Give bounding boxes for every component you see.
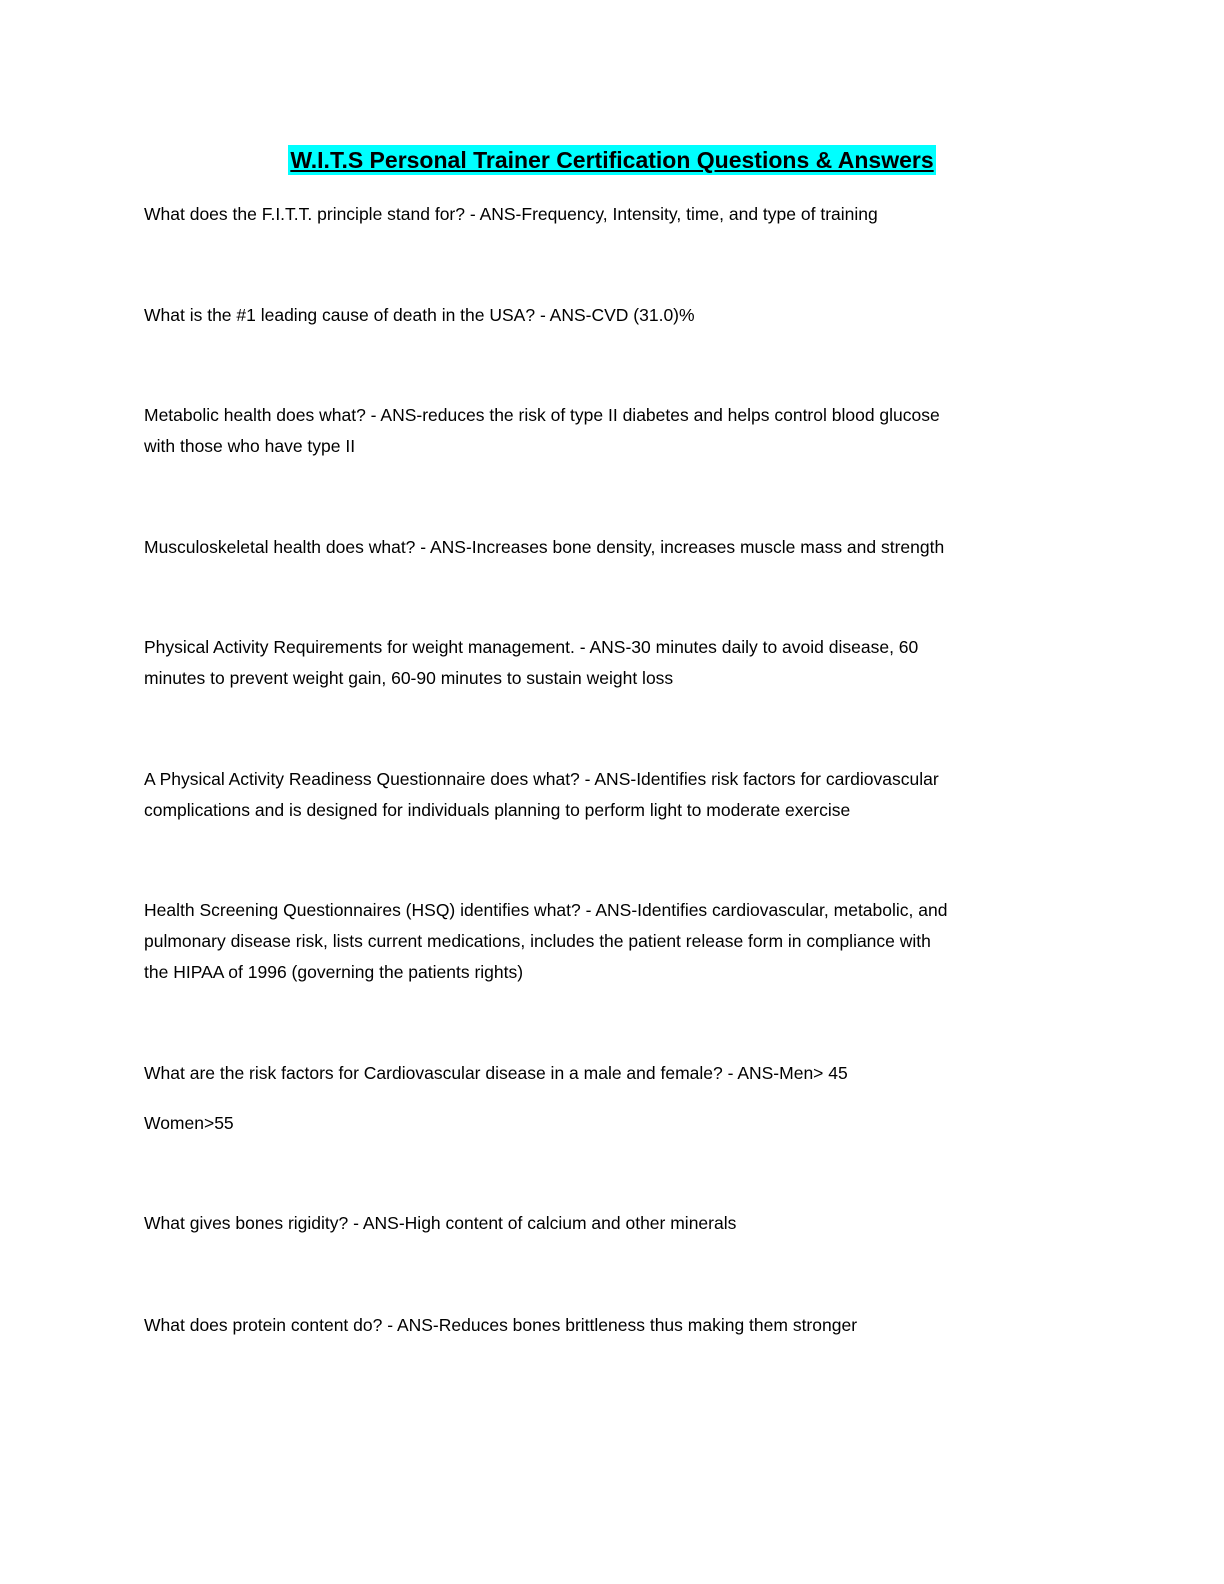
qa-item-9 — [144, 1208, 1084, 1239]
qa-item-4 — [144, 532, 1084, 563]
qa-line: Health Screening Questionnaires (HSQ) identifies what? - ANS-Identifies cardiovascular, metabolic, and — [144, 900, 948, 920]
qa-item-8-continuation: Women>55 — [144, 1113, 234, 1133]
qa-item-1 — [144, 199, 1084, 230]
title-container — [0, 145, 1224, 175]
document-title: W.I.T.S Personal Trainer Certification Questions & Answers — [290, 147, 934, 173]
qa-line: Physical Activity Requirements for weight management. - ANS-30 minutes daily to avoid disease, 60 — [144, 637, 919, 657]
qa-item-10 — [144, 1310, 1084, 1341]
qa-item-3 — [144, 400, 1084, 462]
qa-line: Metabolic health does what? - ANS-reduces the risk of type II diabetes and helps control blood glucose — [144, 405, 940, 425]
qa-line: A Physical Activity Readiness Questionnaire does what? - ANS-Identifies risk factors for cardiovascular — [144, 769, 939, 789]
qa-line: with those who have type II — [144, 436, 356, 456]
qa-line: What gives bones rigidity? - ANS-High content of calcium and other minerals — [144, 1213, 737, 1233]
qa-line: minutes to prevent weight gain, 60-90 minutes to sustain weight loss — [144, 668, 674, 688]
qa-line: What does protein content do? - ANS-Reduces bones brittleness thus making them stronger — [144, 1315, 858, 1335]
qa-item-5 — [144, 632, 1084, 694]
qa-line: complications and is designed for individuals planning to perform light to moderate exercise — [144, 800, 851, 820]
qa-line: What does the F.I.T.T. principle stand for? - ANS-Frequency, Intensity, time, and type of training — [144, 204, 878, 224]
qa-item-2 — [144, 300, 1084, 331]
qa-line: What are the risk factors for Cardiovascular disease in a male and female? - ANS-Men> 45 — [144, 1063, 848, 1083]
qa-line: pulmonary disease risk, lists current medications, includes the patient release form in compliance with — [144, 931, 931, 951]
qa-line: the HIPAA of 1996 (governing the patients rights) — [144, 962, 524, 982]
qa-item-6 — [144, 764, 1084, 826]
qa-line: Musculoskeletal health does what? - ANS-Increases bone density, increases muscle mass and strength — [144, 537, 945, 557]
qa-item-7 — [144, 895, 1084, 988]
qa-item-8 — [144, 1058, 1084, 1089]
qa-line: What is the #1 leading cause of death in the USA? - ANS-CVD (31.0)% — [144, 305, 695, 325]
